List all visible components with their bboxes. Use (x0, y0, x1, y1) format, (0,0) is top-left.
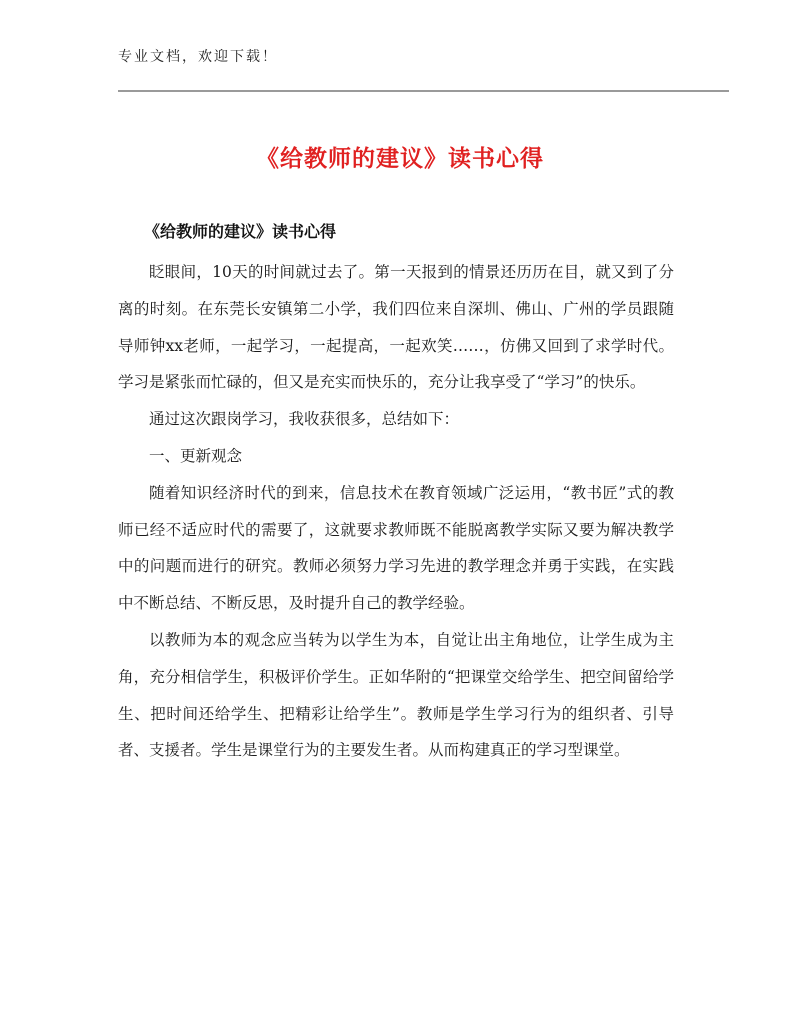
section-heading-update-concepts: 一、更新观念 (149, 446, 243, 465)
paragraph-information-era: 随着知识经济时代的到来，信息技术在教育领域广泛运用，“教书匠”式的教师已经不适应时代的需要了，这就要求教师既不能脱离教学实际又要为解决教学中的问题而进行的研究。教师必须努力学习先进的教学理念并勇于实践，在实践中不断总结、不断反思，及时提升自己的教学经验。 (118, 483, 674, 613)
document-title: 《给教师的建议》读书心得 (256, 146, 544, 172)
header-note: 专业文档，欢迎下载！ (118, 49, 278, 65)
paragraph-student-centered: 以教师为本的观念应当转为以学生为本，自觉让出主角地位，让学生成为主角，充分相信学生，积极评价学生。正如华附的“把课堂交给学生、把空间留给学生、把时间还给学生、把精彩让给学生”。教师是学生学习行为的组织者、引导者、支援者。学生是课堂行为的主要发生者。从而构建真正的学习型课堂。 (118, 630, 674, 760)
document-body (118, 254, 674, 769)
paragraph-intro: 眨眼间，10天的时间就过去了。第一天报到的情景还历历在目，就又到了分离的时刻。在东莞长安镇第二小学，我们四位来自深圳、佛山、广州的学员跟随导师钟xx老师，一起学习，一起提高，一起欢笑……，仿佛又回到了求学时代。学习是紧张而忙碌的，但又是充实而快乐的，充分让我享受了“学习”的快乐。 (118, 263, 674, 392)
document-subtitle: 《给教师的建议》读书心得 (144, 222, 337, 241)
paragraph-summary-lead: 通过这次跟岗学习，我收获很多，总结如下： (149, 410, 460, 429)
header-divider (118, 90, 729, 92)
